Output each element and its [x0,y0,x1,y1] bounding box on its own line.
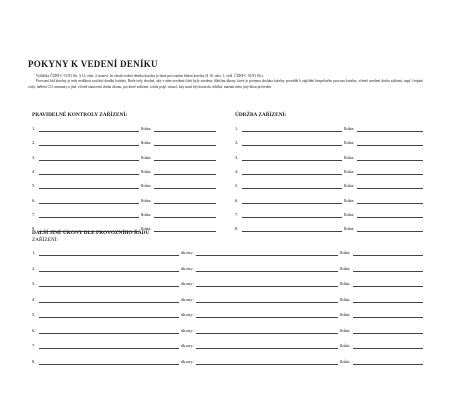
control-row-number: 2. [32,140,36,146]
control-equipment-line[interactable] [39,188,139,189]
other-task-task-line[interactable] [196,302,338,303]
maintenance-equipment-line[interactable] [242,160,342,161]
maintenance-equipment-line[interactable] [242,145,342,146]
other-task-row [32,297,424,303]
control-period-label: lhůta: [141,154,152,160]
other-task-period-label: lhůta: [340,358,351,364]
other-task-period-line[interactable] [353,348,423,349]
control-row [32,126,217,132]
intro-text [28,74,423,90]
maintenance-equipment-line[interactable] [242,203,342,204]
other-task-period-line[interactable] [353,364,423,365]
maintenance-period-line[interactable] [357,131,423,132]
other-task-period-line[interactable] [353,333,423,334]
other-task-row [32,312,424,318]
other-task-period-label: lhůta: [340,343,351,348]
other-task-period-label: lhůta: [340,250,351,255]
maintenance-equipment-line[interactable] [242,231,342,232]
control-equipment-line[interactable] [39,131,139,132]
other-task-row [32,281,424,287]
maintenance-row [235,140,425,146]
other-task-row [32,328,424,334]
other-task-task-label: úkony: [181,265,194,271]
other-task-period-line[interactable] [353,271,423,272]
other-task-task-line[interactable] [196,364,338,365]
other-task-row-number: 2. [32,265,36,271]
maintenance-row-number: 4. [235,168,239,174]
maintenance-row-number: 2. [235,140,239,146]
control-row [32,140,217,146]
other-task-period-label: lhůta: [340,312,351,317]
maintenance-period-line[interactable] [357,145,423,146]
control-row-number: 3. [32,154,36,160]
control-period-line[interactable] [154,160,216,161]
maintenance-row-number: 1. [235,126,239,131]
control-equipment-line[interactable] [39,160,139,161]
maintenance-period-line[interactable] [357,217,423,218]
other-task-equipment-line[interactable] [39,333,179,334]
other-task-row-number: 1. [32,250,36,255]
other-task-row-number: 6. [32,327,36,333]
maintenance-period-line[interactable] [357,203,423,204]
control-period-label: lhůta: [141,140,152,146]
control-period-line[interactable] [154,145,216,146]
other-task-row [32,359,424,365]
other-tasks-heading: DALŠÍ JINÉ ÚKONY DLE PROVOZNÍHO ŘÁDU [32,230,150,236]
other-task-equipment-line[interactable] [39,286,179,287]
other-task-period-line[interactable] [353,286,423,287]
control-row [32,198,217,204]
control-period-line[interactable] [154,188,216,189]
control-row [32,183,217,189]
maintenance-equipment-line[interactable] [242,217,342,218]
other-task-task-label: úkony: [181,250,194,255]
maintenance-row [235,198,425,204]
other-task-task-label: úkony: [181,343,194,348]
control-period-line[interactable] [154,131,216,132]
other-task-row [32,343,424,349]
other-task-task-line[interactable] [196,255,338,256]
maintenance-period-label: lhůta: [344,211,355,217]
maintenance-heading: ÚDRŽBA ZAŘÍZENÍ: [235,112,287,118]
maintenance-period-label: lhůta: [344,154,355,160]
other-task-period-label: lhůta: [340,296,351,302]
control-period-line[interactable] [154,203,216,204]
control-equipment-line[interactable] [39,203,139,204]
other-task-task-label: úkony: [181,281,194,286]
maintenance-row-number: 3. [235,154,239,160]
equipment-subheading: ZAŘÍZENÍ: [32,237,58,243]
maintenance-row [235,226,425,232]
other-task-row-number: 4. [32,296,36,302]
other-task-equipment-line[interactable] [39,302,179,303]
other-task-row [32,250,424,256]
other-task-period-line[interactable] [353,302,423,303]
other-task-row-number: 5. [32,312,36,317]
control-equipment-line[interactable] [39,145,139,146]
control-period-label: lhůta: [141,168,152,174]
controls-heading: PRAVIDELNÉ KONTROLY ZAŘÍZENÍ: [32,112,128,118]
maintenance-period-line[interactable] [357,188,423,189]
other-task-equipment-line[interactable] [39,364,179,365]
maintenance-row [235,126,425,132]
other-task-equipment-line[interactable] [39,271,179,272]
other-task-equipment-line[interactable] [39,348,179,349]
maintenance-row-number: 6. [235,197,239,203]
maintenance-row-number: 7. [235,211,239,217]
other-task-period-label: lhůta: [340,281,351,286]
control-equipment-line[interactable] [39,217,139,218]
maintenance-row [235,169,425,175]
maintenance-equipment-line[interactable] [242,188,342,189]
other-task-task-line[interactable] [196,286,338,287]
control-row [32,155,217,161]
maintenance-period-label: lhůta: [344,197,355,203]
maintenance-row-number: 5. [235,183,239,189]
other-task-equipment-line[interactable] [39,255,179,256]
control-period-label: lhůta: [141,183,152,189]
other-task-task-label: úkony: [181,327,194,333]
control-period-line[interactable] [154,231,216,232]
control-period-label: lhůta: [141,197,152,203]
control-row-number: 1. [32,126,36,131]
other-task-row-number: 7. [32,343,36,348]
other-task-row [32,266,424,272]
control-row-number: 6. [32,197,36,203]
maintenance-period-label: lhůta: [344,226,355,232]
other-task-task-label: úkony: [181,358,194,364]
control-row-number: 4. [32,168,36,174]
other-task-row-number: 3. [32,281,36,286]
maintenance-row-number: 8. [235,226,239,232]
other-task-task-label: úkony: [181,296,194,302]
control-period-label: lhůta: [141,211,152,217]
other-task-period-label: lhůta: [340,327,351,333]
maintenance-period-line[interactable] [357,160,423,161]
control-period-label: lhůta: [141,126,152,131]
maintenance-period-label: lhůta: [344,126,355,131]
control-period-line[interactable] [154,174,216,175]
other-task-task-line[interactable] [196,271,338,272]
control-row [32,212,217,218]
maintenance-period-label: lhůta: [344,140,355,146]
other-task-row-number: 8. [32,358,36,364]
control-equipment-line[interactable] [39,174,139,175]
maintenance-period-label: lhůta: [344,183,355,189]
intro-paragraph-1: Vyhláška ČÚBP č. 91/93 Sb., § 13, odst. 2 stanoví, že obsah vedení deníku kotelny je dané provozním řádem kotelny (§ 10, odst. 1, vyhl. ČÚBP č. 91/93 Sb.). [36,74,264,78]
maintenance-period-line[interactable] [357,174,423,175]
control-row [32,169,217,175]
maintenance-row [235,155,425,161]
maintenance-equipment-line[interactable] [242,174,342,175]
control-row-number: 8. [32,226,36,232]
other-task-task-label: úkony: [181,312,194,317]
control-period-line[interactable] [154,217,216,218]
other-task-period-label: lhůta: [340,265,351,271]
maintenance-row [235,183,425,189]
maintenance-row [235,212,425,218]
other-task-period-line[interactable] [353,255,423,256]
other-task-equipment-line[interactable] [39,317,179,318]
other-task-task-line[interactable] [196,333,338,334]
maintenance-period-line[interactable] [357,231,423,232]
page-title: POKYNY K VEDENÍ DENÍKU [28,59,158,69]
other-task-task-line[interactable] [196,317,338,318]
other-task-period-line[interactable] [353,317,423,318]
intro-paragraph-2: Provozní řád kotelny je tedy nedílnou součástí deníku kotelny. Bude tedy vhodné, aby v něm uvedené části byly uvedeny dílečími úkony, které je povinna obsluha kotelny provádět k zajištění bezpečného provozu kotelny, včetně uvedení druhu zařízení, např. čerpání vody, měření CO, armatury a jiné, včetně stanovení druhu úkonu, pro které zařízení, a dále popř. situací, kdy musí být kontrola, údržba, mazání nebo jiný úkon proveden. [28,79,423,89]
maintenance-period-label: lhůta: [344,168,355,174]
maintenance-equipment-line[interactable] [242,131,342,132]
control-period-label: lhůta: [141,226,152,232]
control-row-number: 5. [32,183,36,189]
other-task-task-line[interactable] [196,348,338,349]
control-row-number: 7. [32,211,36,217]
